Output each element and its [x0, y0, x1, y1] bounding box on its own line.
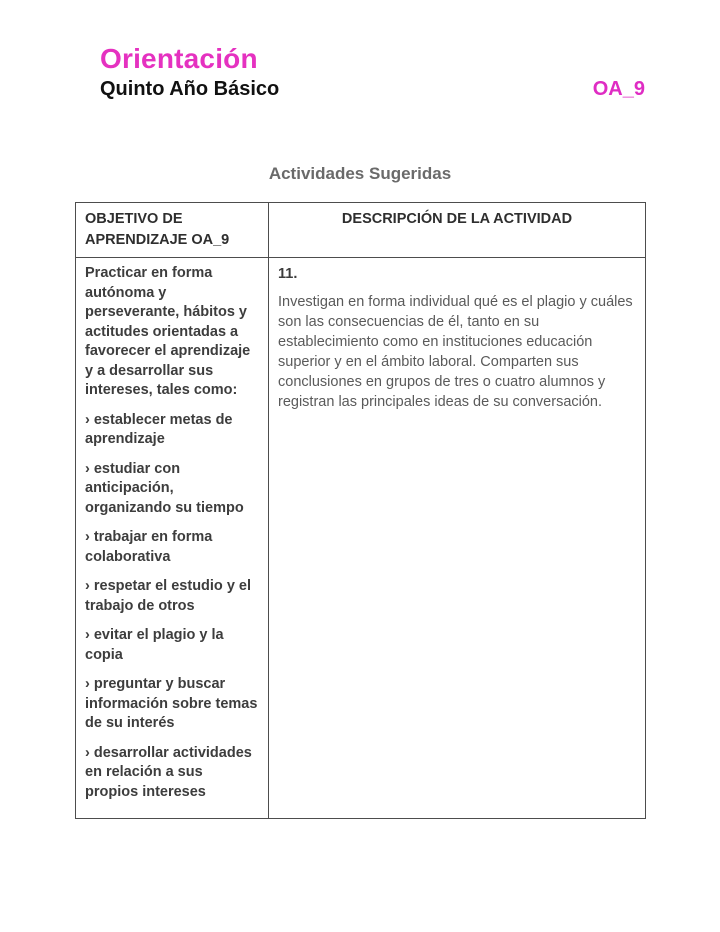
objective-cell — [76, 258, 269, 819]
activity-number: 11. — [278, 266, 298, 282]
activities-table — [75, 202, 646, 819]
objective-intro: Practicar en forma autónoma y perseverante, hábitos y actitudes orientadas a favorecer el aprendizaje y a desarrollar sus intereses, tales como: — [85, 265, 251, 398]
objective-bullet: › estudiar con anticipación, organizando su tiempo — [85, 460, 244, 516]
objective-bullet: › respetar el estudio y el trabajo de otros — [85, 578, 252, 614]
objective-bullet: › trabajar en forma colaborativa — [85, 529, 213, 565]
page-subtitle: Quinto Año Básico — [100, 78, 280, 100]
description-cell — [269, 258, 646, 819]
activity-description: Investigan en forma individual qué es el plagio y cuáles son las consecuencias de él, tanto en su establecimiento como en instituciones educación superior y en el ámbito laboral. Comparten sus conclusiones en grupos de tres o cuatro alumnos y registran las principales ideas de su conversación. — [278, 294, 633, 410]
column-header-description: DESCRIPCIÓN DE LA ACTIVIDAD — [269, 203, 646, 258]
objective-bullet: › evitar el plagio y la copia — [85, 627, 224, 663]
column-header-objective: OBJETIVO DE APRENDIZAJE OA_9 — [76, 203, 269, 258]
section-title: Actividades Sugeridas — [268, 164, 452, 183]
objective-code: OA_9 — [592, 78, 645, 100]
page-title: Orientación — [100, 43, 258, 74]
table-header-row — [76, 203, 646, 258]
header-subline — [100, 78, 645, 101]
objective-bullet: › preguntar y buscar información sobre temas de su interés — [85, 676, 258, 731]
objective-bullet: › establecer metas de aprendizaje — [85, 411, 233, 447]
objective-bullet: › desarrollar actividades en relación a sus propios intereses — [85, 744, 252, 800]
table-body-row — [76, 258, 646, 819]
document-header — [100, 42, 645, 101]
